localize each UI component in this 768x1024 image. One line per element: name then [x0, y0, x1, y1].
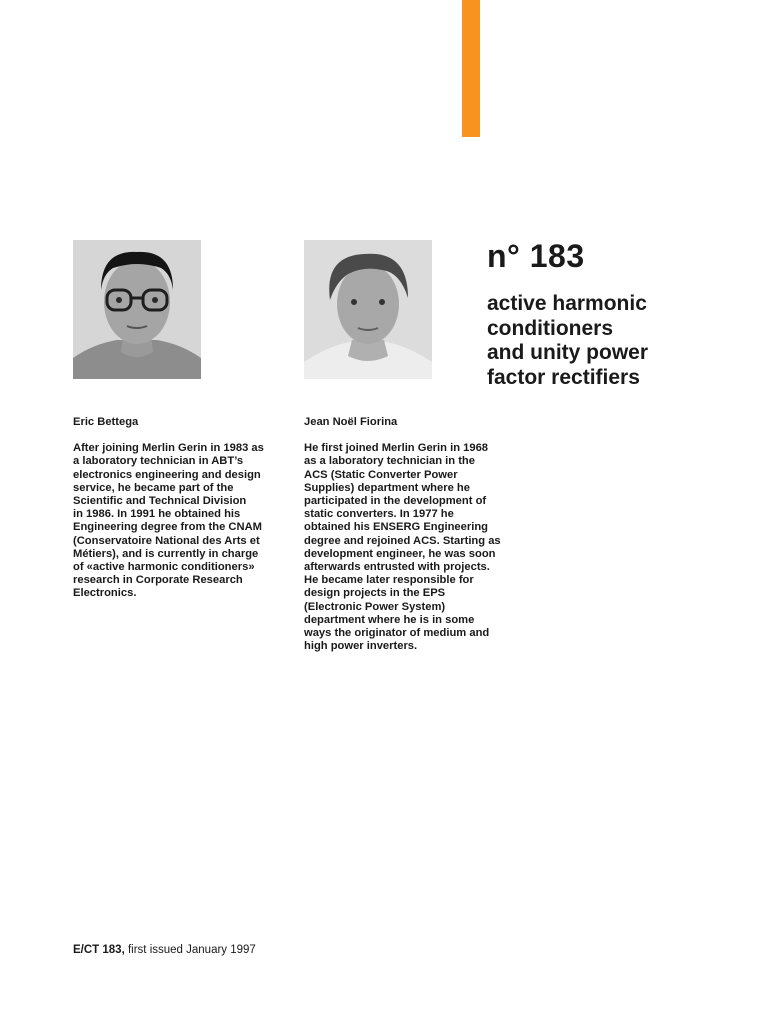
author-block-eric-bettega — [73, 416, 288, 601]
bio-line: afterwards entrusted with projects. — [304, 561, 490, 574]
bio-line: department where he is in some — [304, 613, 475, 626]
bio-line: After joining Merlin Gerin in 1983 as — [73, 442, 264, 455]
bio-line: research in Corporate Research — [73, 574, 243, 587]
bio-line: a laboratory technician in ABT’s — [73, 455, 244, 468]
bio-line: He first joined Merlin Gerin in 1968 — [304, 442, 489, 455]
bio-line: design projects in the EPS — [304, 587, 446, 600]
bio-line: degree and rejoined ACS. Starting as — [304, 534, 501, 547]
bio-line: service, he became part of the — [73, 481, 234, 494]
portrait-image — [73, 240, 201, 379]
author-bio — [73, 442, 288, 600]
title-line: and unity power — [487, 341, 649, 364]
footer-reference: E/CT 183, — [73, 944, 125, 956]
bio-line: (Conservatoire National des Arts et — [73, 534, 260, 547]
bio-line: static converters. In 1977 he — [304, 508, 454, 521]
document-title — [487, 292, 757, 390]
bio-line: Métiers), and is currently in charge — [73, 547, 259, 560]
bio-line: ways the originator of medium and — [304, 627, 490, 640]
title-line: factor rectifiers — [487, 365, 640, 389]
bio-line: of «active harmonic conditioners» — [73, 561, 255, 574]
author-bio — [304, 442, 519, 653]
document-number: n° 183 — [487, 238, 585, 274]
bio-line: obtained his ENSERG Engineering — [304, 521, 488, 534]
portrait-image — [304, 240, 432, 379]
title-line: active harmonic — [487, 292, 647, 315]
bio-line: Supplies) department where he — [304, 481, 470, 494]
bio-line: ACS (Static Converter Power — [304, 468, 458, 481]
bio-line: participated in the development of — [304, 495, 487, 508]
bio-line: Scientific and Technical Division — [73, 495, 247, 508]
author-name: Jean Noël Fiorina — [304, 416, 398, 428]
bio-line: as a laboratory technician in the — [304, 455, 475, 468]
author-block-jean-noel-fiorina — [304, 416, 519, 653]
bio-line: in 1986. In 1991 he obtained his — [73, 508, 241, 521]
bio-line: Electronics. — [73, 587, 137, 600]
accent-bar — [462, 0, 480, 137]
author-photo-eric-bettega — [73, 240, 201, 379]
bio-line: (Electronic Power System) — [304, 600, 446, 613]
title-line: conditioners — [487, 316, 614, 340]
bio-line: high power inverters. — [304, 640, 418, 653]
bio-line: electronics engineering and design — [73, 468, 261, 481]
footer-issued-date: first issued January 1997 — [124, 944, 256, 956]
bio-line: development engineer, he was soon — [304, 547, 496, 560]
author-photo-jean-noel-fiorina — [304, 240, 432, 379]
bio-line: He became later responsible for — [304, 574, 474, 587]
bio-line: Engineering degree from the CNAM — [73, 521, 262, 534]
footer-issue-note — [73, 943, 256, 957]
author-name: Eric Bettega — [73, 416, 139, 428]
